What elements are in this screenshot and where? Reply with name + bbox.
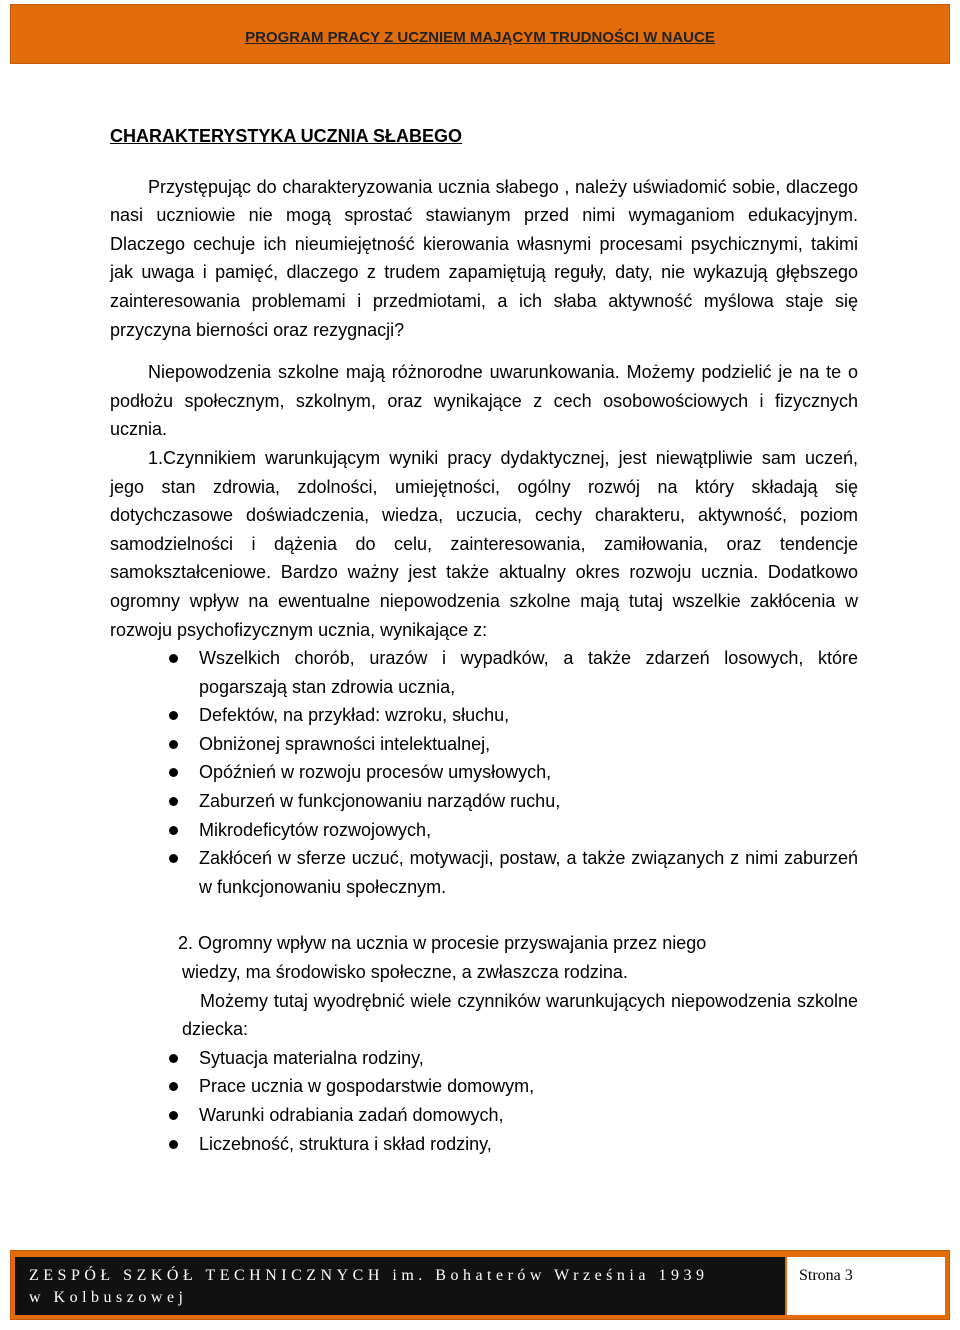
- list-item: Mikrodeficytów rozwojowych,: [199, 816, 858, 845]
- section-heading: CHARAKTERYSTYKA UCZNIA SŁABEGO: [110, 126, 463, 146]
- paragraph-intro: Przystępując do charakteryzowania ucznia słabego , należy uświadomić sobie, dlaczego nasi uczniowie nie mogą sprostać stawianym przed nimi wymaganiom edukacyjnym. Dlaczego cechuje ich nieumiejętność kierowania własnymi procesami psychicznymi, takimi jak uwaga i pamięć, dlaczego z trudem zapamiętują reguły, daty, nie wykazują głębszego zainteresowania problemami i przedmiotami, a ich słaba aktywność myślowa staje się przyczyna bierności oraz rezygnacji?: [110, 176, 858, 340]
- page-number: Strona 3: [787, 1257, 945, 1315]
- list-developmental-disorders: [110, 644, 858, 901]
- list-item: Warunki odrabiania zadań domowych,: [199, 1101, 858, 1130]
- list-item: Zakłóceń w sferze uczuć, motywacji, postaw, a także związanych z nimi zaburzeń w funkcjonowaniu społecznym.: [199, 844, 858, 901]
- list-item: Prace ucznia w gospodarstwie domowym,: [199, 1072, 858, 1101]
- list-family-factors: [110, 1044, 858, 1158]
- list-item: Opóźnień w rozwoju procesów umysłowych,: [199, 758, 858, 787]
- list-item: Wszelkich chorób, urazów i wypadków, a także zdarzeń losowych, które pogarszają stan zdrowia ucznia,: [199, 644, 858, 701]
- document-body: [110, 122, 858, 1158]
- school-name: [15, 1257, 785, 1315]
- list-item: Sytuacja materialna rodziny,: [199, 1044, 858, 1073]
- paragraph-factor-1: 1.Czynnikiem warunkującym wyniki pracy dydaktycznej, jest niewątpliwie sam uczeń, jego stan zdrowia, zdolności, umiejętności, ogólny rozwój na który składają się dotychczasowe doświadczenia, wiedza, uczucia, cechy charakteru, aktywność, poziom samodzielności i dążenia do celu, zainteresowania, zamiłowania, oraz tendencje samokształceniowe. Bardzo ważny jest także aktualny okres rozwoju ucznia. Dodatkowo ogromny wpływ na ewentualne niepowodzenia szkolne mają tutaj wszelkie zakłócenia w rozwoju psychofizycznym ucznia, wynikające z:: [110, 447, 858, 640]
- paragraph-family-factors: Możemy tutaj wyodrębnić wiele czynników warunkujących niepowodzenia szkolne dziecka:: [182, 990, 858, 1040]
- list-item: Obniżonej sprawności intelektualnej,: [199, 730, 858, 759]
- list-item: Zaburzeń w funkcjonowaniu narządów ruchu,: [199, 787, 858, 816]
- school-name-line2: w Kolbuszowej: [29, 1289, 188, 1306]
- list-item: Liczebność, struktura i skład rodziny,: [199, 1130, 858, 1159]
- list-item: Defektów, na przykład: wzroku, słuchu,: [199, 701, 858, 730]
- page-header: [10, 4, 950, 64]
- page-footer: [10, 1250, 950, 1320]
- school-name-line1: ZESPÓŁ SZKÓŁ TECHNICZNYCH im. Bohaterów Września 1939: [29, 1267, 709, 1284]
- paragraph-factor-2: 2. Ogromny wpływ na ucznia w procesie przyswajania przez niego: [178, 933, 707, 954]
- header-title: PROGRAM PRACY Z UCZNIEM MAJĄCYM TRUDNOŚCI W NAUCE: [245, 29, 715, 46]
- paragraph-factor-2-continued: wiedzy, ma środowisko społeczne, a zwłaszcza rodzina.: [182, 962, 628, 983]
- paragraph-conditions: Niepowodzenia szkolne mają różnorodne uwarunkowania. Możemy podzielić je na te o podłożu społecznym, szkolnym, oraz wynikające z cech osobowościowych i fizycznych ucznia.: [110, 362, 858, 440]
